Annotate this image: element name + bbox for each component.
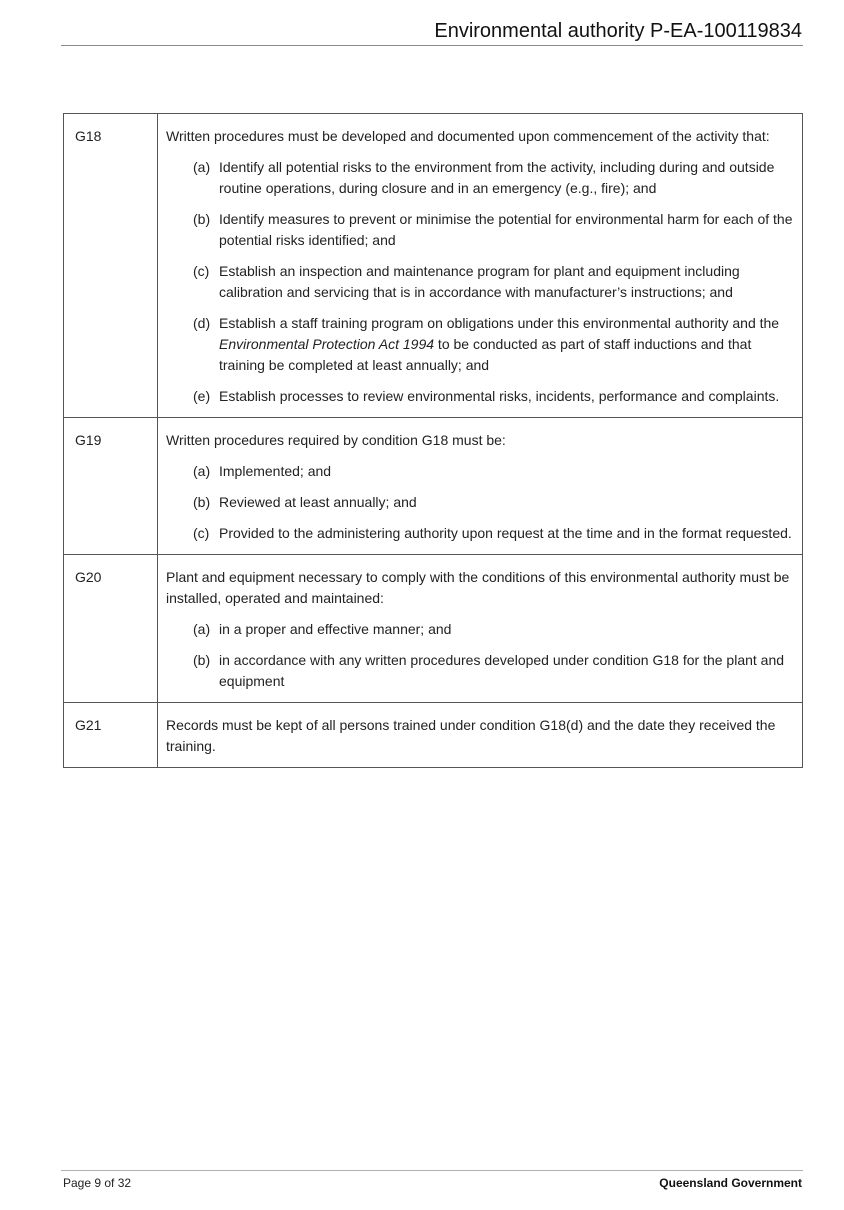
item-text-after: to be conducted as part of staff inductions and that training be completed at least annually; and xyxy=(219,336,752,373)
item-text: in a proper and effective manner; and xyxy=(219,621,452,637)
condition-text xyxy=(158,555,803,703)
condition-intro: Written procedures required by condition G18 must be: xyxy=(166,432,506,448)
list-item xyxy=(193,523,794,544)
condition-id: G21 xyxy=(64,703,158,768)
item-text: Identify measures to prevent or minimise the potential for environmental harm for each of the potential risks identified; and xyxy=(219,211,793,248)
item-text: Establish processes to review environmental risks, incidents, performance and complaints. xyxy=(219,388,780,404)
condition-intro: Plant and equipment necessary to comply with the conditions of this environmental authority must be installed, operated and maintained: xyxy=(166,569,790,606)
organization-name: Queensland Government xyxy=(659,1176,802,1190)
list-item xyxy=(193,261,794,303)
list-item xyxy=(193,492,794,513)
item-label: (e) xyxy=(193,388,211,404)
condition-intro: Records must be kept of all persons trained under condition G18(d) and the date they received the training. xyxy=(166,717,776,754)
condition-text xyxy=(158,703,803,768)
list-item xyxy=(193,209,794,251)
list-item xyxy=(193,650,794,692)
list-item xyxy=(193,157,794,199)
table-row xyxy=(64,114,803,418)
item-text: Establish an inspection and maintenance program for plant and equipment including calibration and servicing that is in accordance with manufacturer’s instructions; and xyxy=(219,263,740,300)
item-label: (a) xyxy=(193,463,211,479)
header-divider xyxy=(61,45,803,46)
condition-id: G20 xyxy=(64,555,158,703)
item-label: (a) xyxy=(193,159,211,175)
item-text: in accordance with any written procedures developed under condition G18 for the plant and equipment xyxy=(219,652,785,689)
item-label: (c) xyxy=(193,263,210,279)
condition-id: G18 xyxy=(64,114,158,418)
item-text: Identify all potential risks to the environment from the activity, including during and outside routine operations, during closure and in an emergency (e.g., fire); and xyxy=(219,159,775,196)
page-number: Page 9 of 32 xyxy=(63,1176,132,1190)
conditions-table xyxy=(63,113,803,768)
act-title: Environmental Protection Act 1994 xyxy=(219,336,435,352)
document-title: Environmental authority P-EA-100119834 xyxy=(434,20,802,42)
condition-intro: Written procedures must be developed and documented upon commencement of the activity that: xyxy=(166,128,770,144)
item-text-before: Establish a staff training program on obligations under this environmental authority and the xyxy=(219,315,780,331)
table-row xyxy=(64,703,803,768)
item-label: (b) xyxy=(193,211,211,227)
condition-text xyxy=(158,418,803,555)
item-label: (d) xyxy=(193,315,211,331)
condition-id: G19 xyxy=(64,418,158,555)
list-item xyxy=(193,313,794,376)
table-row xyxy=(64,418,803,555)
condition-text xyxy=(158,114,803,418)
list-item xyxy=(193,619,794,640)
item-label: (b) xyxy=(193,652,211,668)
item-label: (a) xyxy=(193,621,211,637)
list-item xyxy=(193,386,794,407)
item-label: (c) xyxy=(193,525,210,541)
item-text: Provided to the administering authority upon request at the time and in the format requested. xyxy=(219,525,792,541)
footer-divider xyxy=(61,1170,803,1171)
table-row xyxy=(64,555,803,703)
list-item xyxy=(193,461,794,482)
item-label: (b) xyxy=(193,494,211,510)
item-text: Implemented; and xyxy=(219,463,332,479)
item-text: Reviewed at least annually; and xyxy=(219,494,417,510)
